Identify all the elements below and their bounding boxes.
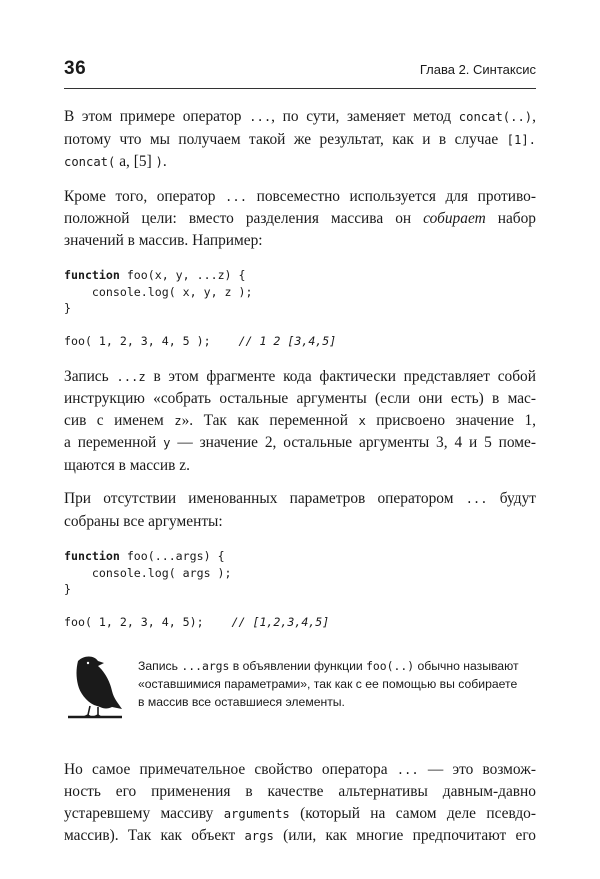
- paragraph-arguments: Но самое примечательное свойство оператора ... — это возмож- ность его применения в качестве альтернативы давным-давно устаревшему массиву arguments (который на самом деле псевдо- массив). Так как объект args (или, как многие предпочитают его: [64, 760, 536, 844]
- inline-code: ...: [465, 492, 488, 506]
- paragraph-all-args: При отсутствии именованных параметров оператором ... будут собраны все аргументы:: [64, 490, 536, 530]
- inline-code: ...z: [116, 369, 146, 384]
- code-block-rest-args: function foo(...args) { console.log( args ); } foo( 1, 2, 3, 4, 5); // [1,2,3,4,5]: [64, 549, 330, 629]
- paragraph-rest-explained: Запись ...z в этом фрагменте кода фактически представляет собой инструкцию «собрать остальные аргументы (если они есть) в мас- сив с именем z». Так как переменной x присвоено значение 1, а переменной y — значение 2, остальные аргументы 3, 4 и 5 поме- щаются в массив z.: [64, 367, 536, 474]
- crow-icon: [64, 651, 126, 723]
- chapter-title: Глава 2. Синтаксис: [419, 62, 536, 77]
- code-comment: // [1,2,3,4,5]: [231, 615, 330, 629]
- inline-code: concat(: [64, 155, 116, 169]
- code-block-rest-z: function foo(x, y, ...z) { console.log( x, y, z ); } foo( 1, 2, 3, 4, 5 ); // 1 2 [3,4,5]: [64, 268, 337, 348]
- page-number: 36: [64, 58, 87, 79]
- page-header: [64, 58, 536, 88]
- note-text: Запись ...args в объявлении функции foo(..) обычно называют «оставшимися параметрами», так как с ее помощью вы собираете в массив все оставшиеся элементы.: [138, 658, 519, 709]
- note-callout: [64, 657, 536, 727]
- paragraph-gather: Кроме того, оператор ... повсеместно используется для противо- положной цели: вместо разделения массива он собирает набор значений в массив. Например:: [64, 187, 536, 249]
- paragraph-concat: В этом примере оператор ..., по сути, заменяет метод concat(..), потому что мы получаем такой же результат, как и в случае [1]. concat( a, [5] ).: [64, 108, 536, 170]
- header-rule: [64, 88, 536, 89]
- inline-code: ...: [225, 189, 248, 204]
- inline-code: concat(..): [458, 110, 533, 124]
- emphasis: собирает: [423, 210, 486, 227]
- code-comment: // 1 2 [3,4,5]: [238, 334, 337, 348]
- page-content: [64, 106, 536, 860]
- inline-code: ...: [396, 762, 419, 777]
- inline-code: [1].: [506, 132, 536, 147]
- inline-code: ...: [249, 110, 272, 124]
